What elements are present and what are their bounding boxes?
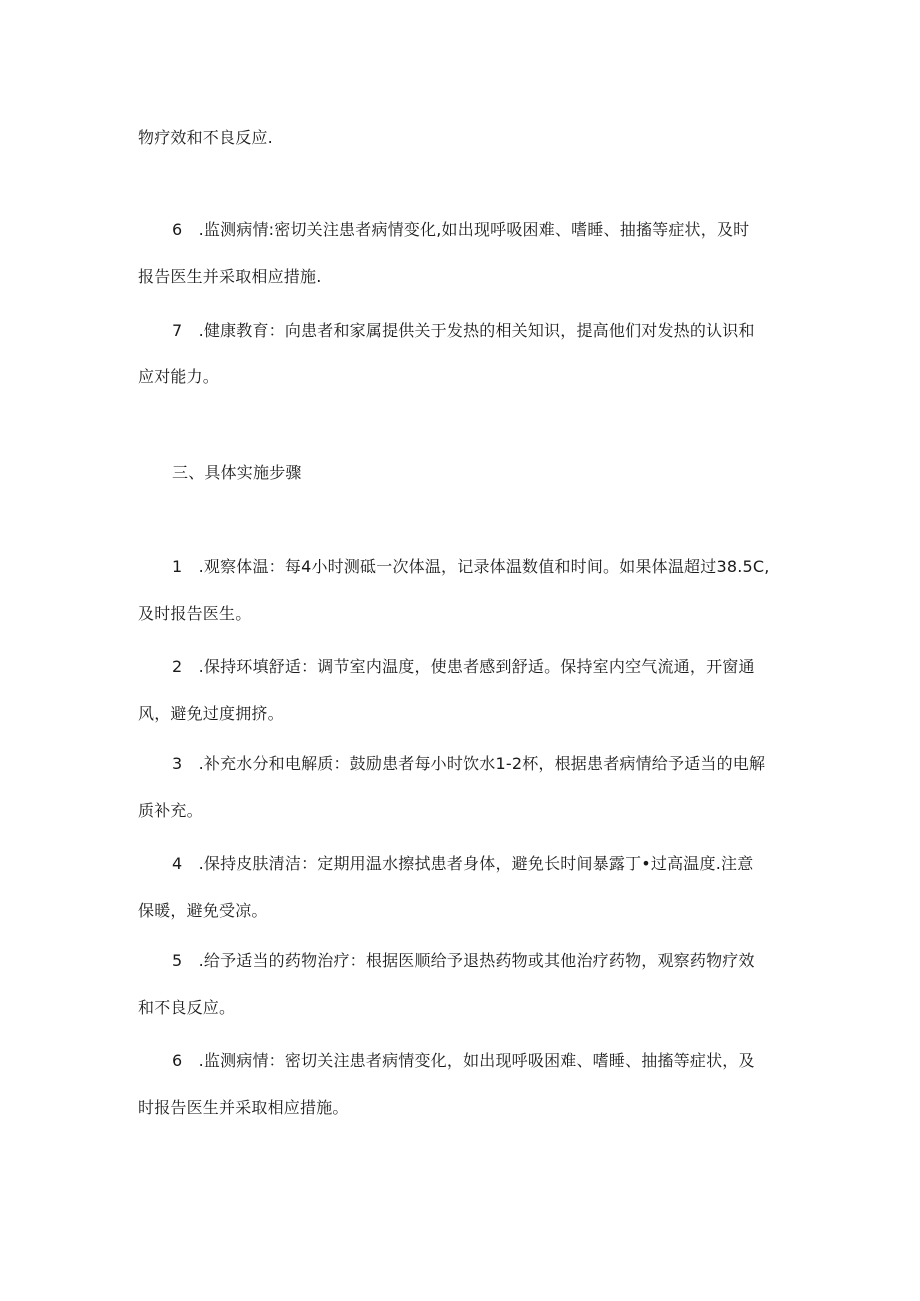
text-line: 2 .保持环填舒适：调节室内温度，使患者感到舒适。保持室内空气流通，开窗通	[172, 657, 755, 676]
text-line: 物疗效和不良反应.	[138, 128, 273, 147]
text-line: 6 .监测病情:密切关注患者病情变化,如出现呼吸困难、嗜睡、抽搐等症状，及时	[172, 220, 750, 239]
text-line: 保暖，避免受凉。	[138, 901, 268, 920]
text-line: 6 .监测病情：密切关注患者病情变化，如出现呼吸困难、嗜睡、抽搐等症状，及	[172, 1051, 755, 1070]
text-line: 风，避免过度拥挤。	[138, 704, 284, 723]
text-line: 应对能力。	[138, 367, 220, 386]
section-heading: 三、具体实施步骤	[172, 463, 302, 482]
text-line: 时报告医生并采取相应措施。	[138, 1098, 349, 1117]
text-line: 3 .补充水分和电解质：鼓励患者每小时饮水1-2杯，根据患者病情给予适当的电解	[172, 754, 766, 773]
text-line: 及时报告医生。	[138, 604, 252, 623]
text-line: 质补充。	[138, 801, 203, 820]
text-line: 报告医生并采取相应措施.	[138, 267, 322, 286]
text-line: 4 .保持皮肤清洁：定期用温水擦拭患者身体，避免长时间暴露丁•过高温度.注意	[172, 854, 754, 873]
text-line: 1 .观察体温：每4小时测砥一次体温，记录体温数值和时间。如果体温超过38.5C,	[172, 557, 770, 576]
text-line: 和不良反应。	[138, 998, 236, 1017]
text-line: 5 .给予适当的药物治疗：根据医顺给予退热药物或其他治疗药物，观察药物疗效	[172, 951, 755, 970]
text-line: 7 .健康教育：向患者和家属提供关于发热的相关知识，提高他们对发热的认识和	[172, 321, 755, 340]
